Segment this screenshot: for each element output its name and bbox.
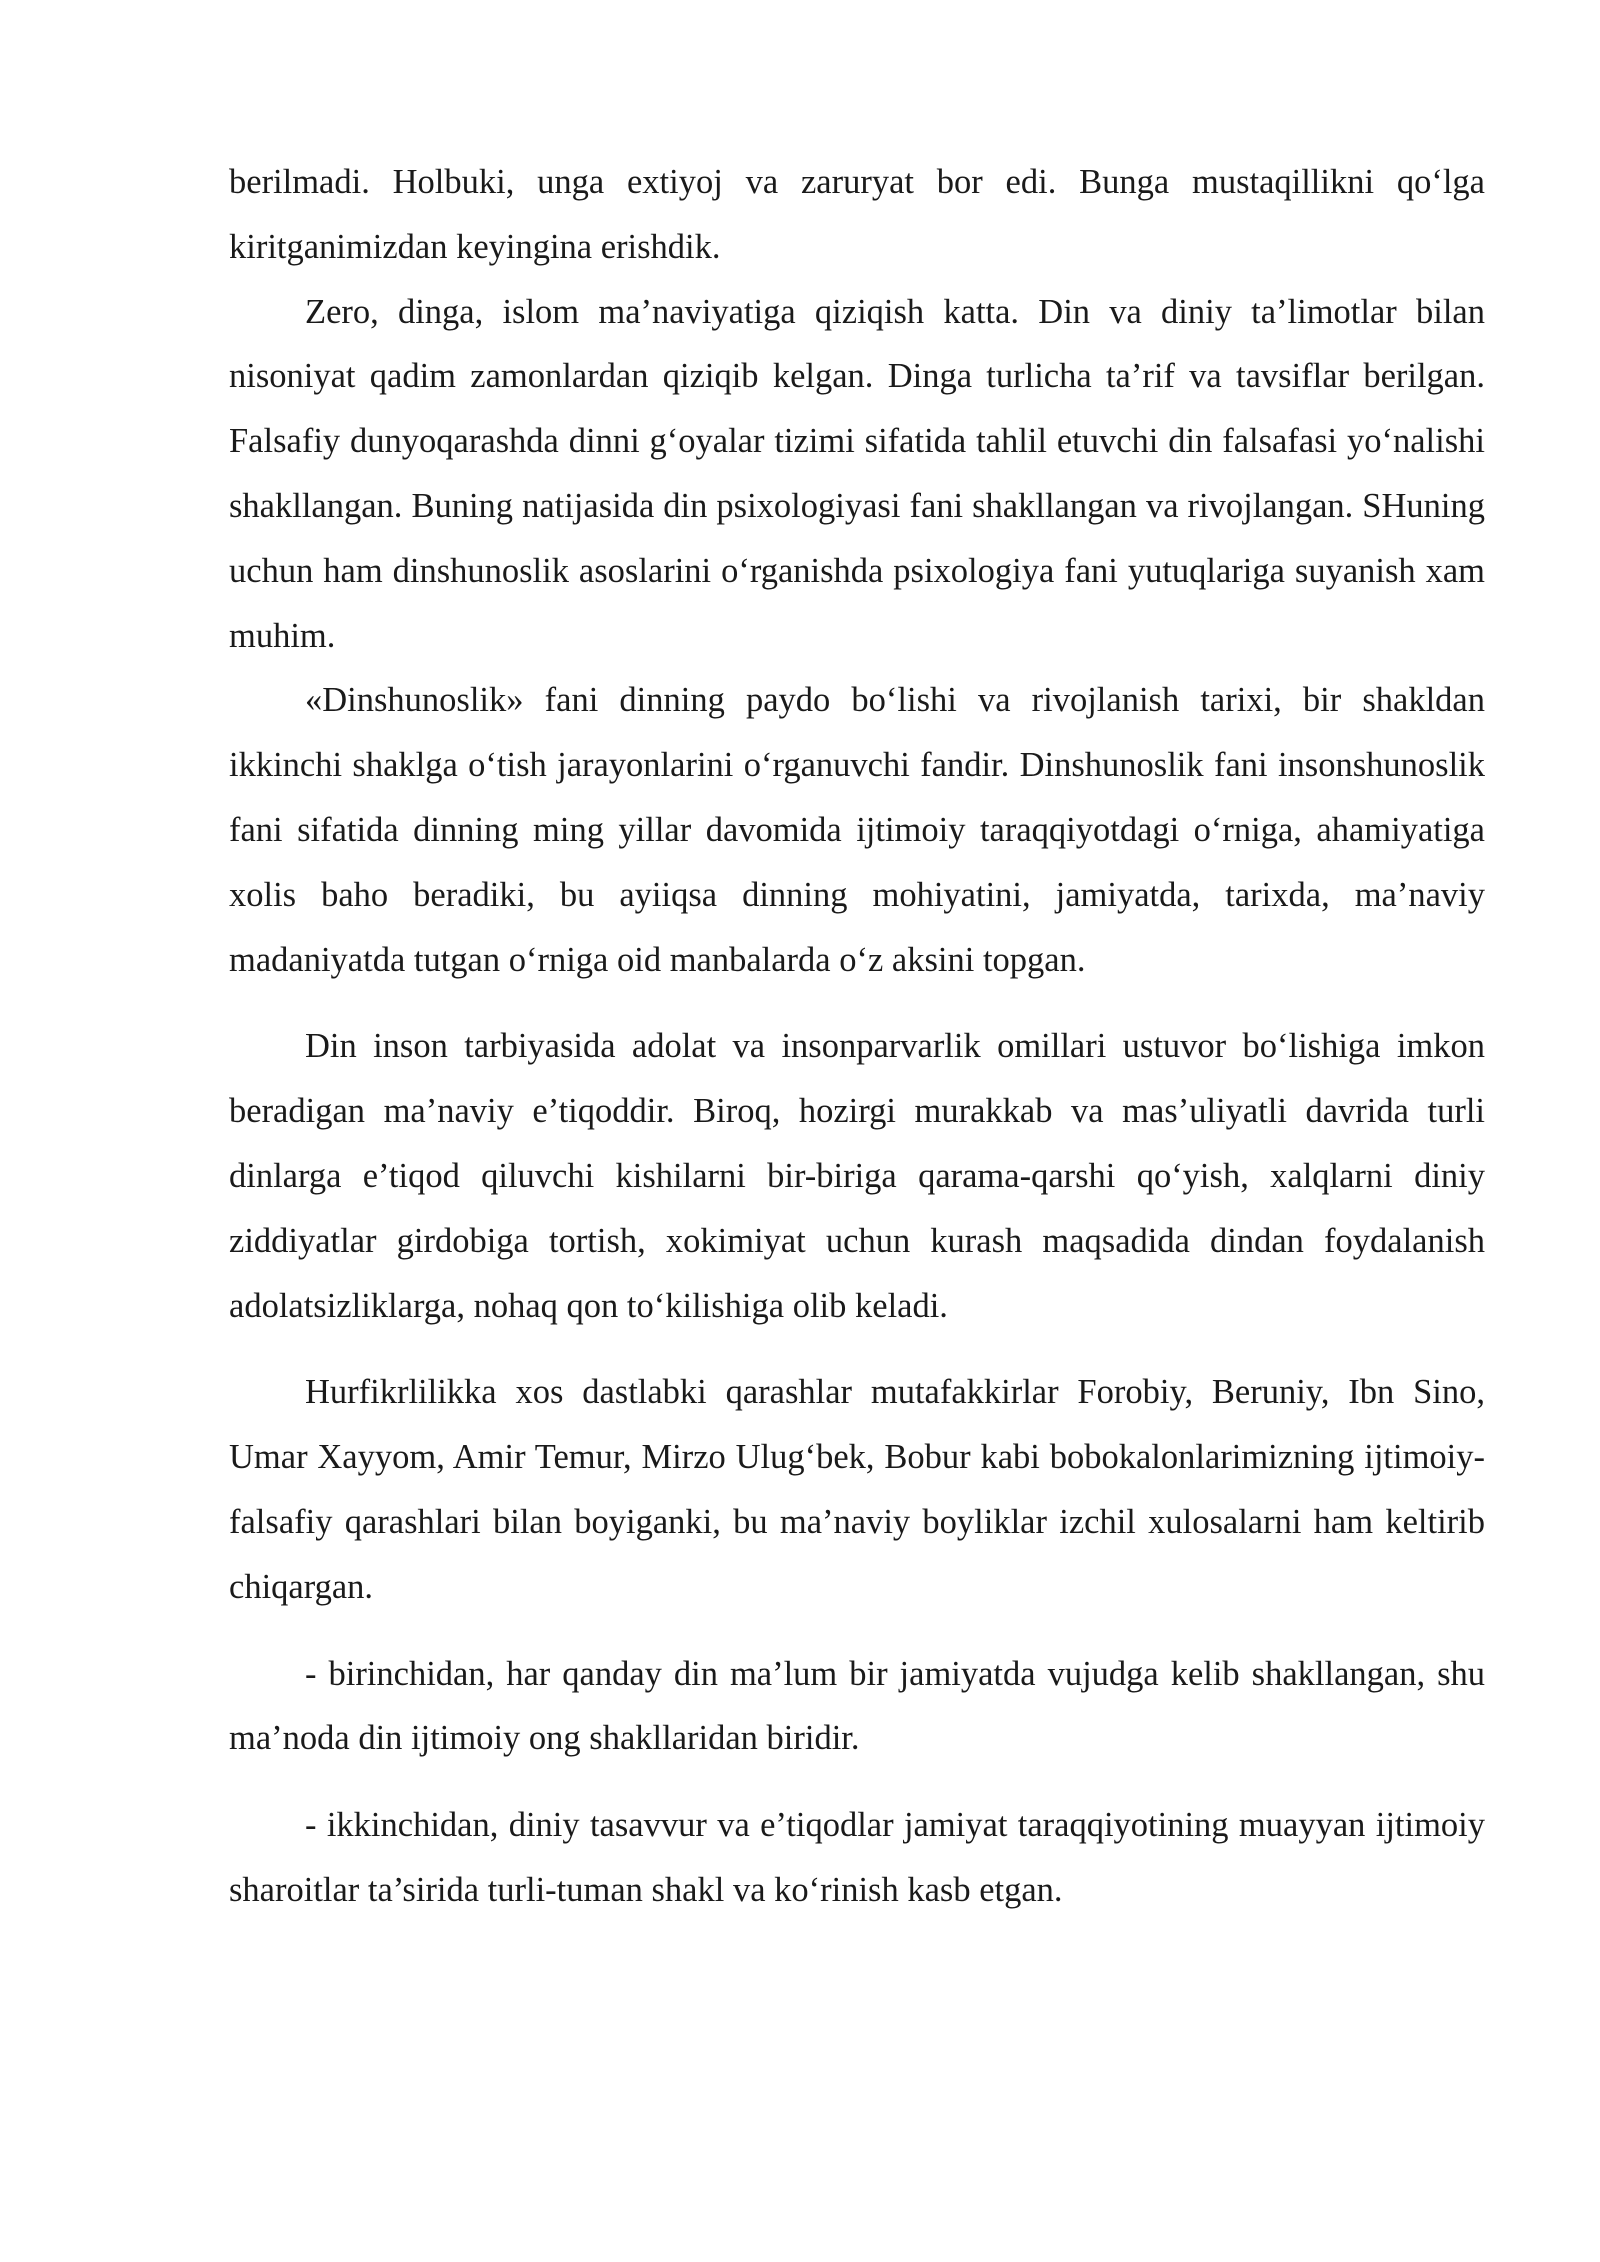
paragraph-continuation: berilmadi. Holbuki, unga extiyoj va zaruryat bor edi. Bunga mustaqillikni qo‘lga kiritganimizdan keyingina erishdik. bbox=[229, 163, 1485, 266]
paragraph: Hurfikrlilikka xos dastlabki qarashlar mutafakkirlar Forobiy, Beruniy, Ibn Sino, Umar Xayyom, Amir Temur, Mirzo Ulug‘bek, Bobur kabi bobokalonlarimizning ijtimoiy-falsafiy qarashlari bilan boyiganki, bu ma’naviy boyliklar izchil xulosalarni ham keltirib chiqargan. bbox=[229, 1373, 1485, 1606]
paragraph: Zero, dinga, islom ma’naviyatiga qiziqish katta. Din va diniy ta’limotlar bilan nisoniyat qadim zamonlardan qiziqib kelgan. Dinga turlicha ta’rif va tavsiflar berilgan. Falsafiy dunyoqarashda dinni g‘oyalar tizimi sifatida tahlil etuvchi din falsafasi yo‘nalishi shakllangan. Buning natijasida din psixologiyasi fani shakllangan va rivojlangan. SHuning uchun ham dinshunoslik asoslarini o‘rganishda psixologiya fani yutuqlariga suyanish xam muhim. bbox=[229, 292, 1485, 655]
list-item: - ikkinchidan, diniy tasavvur va e’tiqodlar jamiyat taraqqiyotining muayyan ijtimoiy sharoitlar ta’sirida turli-tuman shakl va ko‘rinish kasb etgan. bbox=[229, 1806, 1485, 1909]
paragraph: Din inson tarbiyasida adolat va insonparvarlik omillari ustuvor bo‘lishiga imkon beradigan ma’naviy e’tiqoddir. Biroq, hozirgi murakkab va mas’uliyatli davrida turli dinlarga e’tiqod qiluvchi kishilarni bir-biriga qarama-qarshi qo‘yish, xalqlarni diniy ziddiyatlar girdobiga tortish, xokimiyat uchun kurash maqsadida dindan foydalanish adolatsizliklarga, nohaq qon to‘kilishiga olib keladi. bbox=[229, 1027, 1485, 1325]
paragraph: «Dinshunoslik» fani dinning paydo bo‘lishi va rivojlanish tarixi, bir shakldan ikkinchi shaklga o‘tish jarayonlarini o‘rganuvchi fandir. Dinshunoslik fani insonshunoslik fani sifatida dinning ming yillar davomida ijtimoiy taraqqiyotdagi o‘rniga, ahamiyatiga xolis baho beradiki, bu ayiiqsa dinning mohiyatini, jamiyatda, tarixda, ma’naviy madaniyatda tutgan o‘rniga oid manbalarda o‘z aksini topgan. bbox=[229, 681, 1485, 979]
list-item: - birinchidan, har qanday din ma’lum bir jamiyatda vujudga kelib shakllangan, shu ma’noda din ijtimoiy ong shakllaridan biridir. bbox=[229, 1654, 1485, 1758]
document-body bbox=[229, 150, 1485, 1923]
